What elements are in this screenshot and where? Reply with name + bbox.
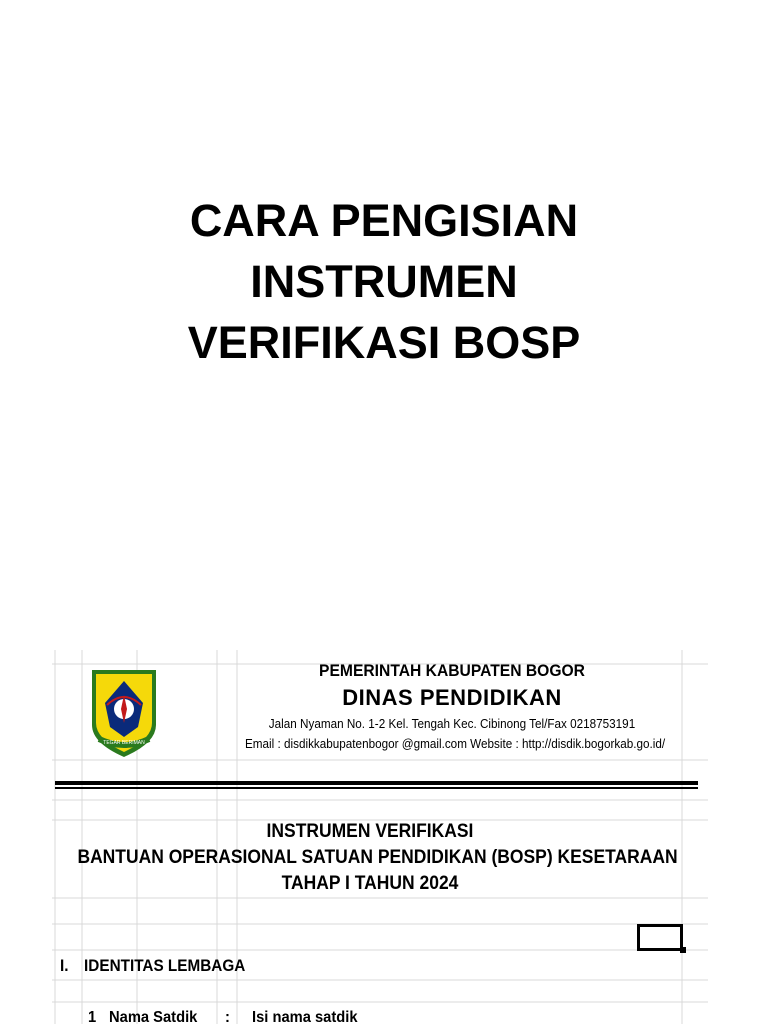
slide-title-line: INSTRUMEN <box>250 256 518 307</box>
agency-contact: Email : disdikkabupatenbogor @gmail.com Website : http://disdik.bogorkab.go.id/ <box>245 736 666 751</box>
document-title-line: TAHAP I TAHUN 2024 <box>281 873 459 894</box>
letterhead-rule-thick <box>55 781 698 785</box>
slide-title-line: CARA PENGISIAN <box>189 195 579 246</box>
letterhead-rule-thin <box>55 787 698 789</box>
row-number: 1 <box>88 1009 97 1024</box>
letterhead <box>222 660 682 754</box>
government-name: PEMERINTAH KABUPATEN BOGOR <box>319 661 585 680</box>
active-cell-selection[interactable] <box>637 924 683 951</box>
field-value-cell[interactable]: Isi nama satdik <box>252 1009 358 1024</box>
agency-address: Jalan Nyaman No. 1-2 Kel. Tengah Kec. Cibinong Tel/Fax 0218753191 <box>268 716 636 731</box>
field-label: Nama Satdik <box>109 1009 198 1024</box>
spreadsheet-screenshot <box>52 650 708 1024</box>
section-heading <box>60 956 245 976</box>
section-label: IDENTITAS LEMBAGA <box>84 956 246 975</box>
logo-motto: TEGAR BERIMAN <box>103 740 145 746</box>
fill-handle[interactable] <box>680 947 686 953</box>
agency-name: DINAS PENDIDIKAN <box>342 685 562 710</box>
bogor-regency-crest-icon <box>89 665 159 760</box>
document-title-line: BANTUAN OPERASIONAL SATUAN PENDIDIKAN (BOSP) KESETARAAN <box>77 847 678 868</box>
section-number: I. <box>60 956 69 975</box>
document-title-line: INSTRUMEN VERIFIKASI <box>266 821 474 842</box>
field-separator: : <box>225 1009 230 1024</box>
slide-title-line: VERIFIKASI BOSP <box>187 317 581 368</box>
slide-title <box>100 190 668 373</box>
